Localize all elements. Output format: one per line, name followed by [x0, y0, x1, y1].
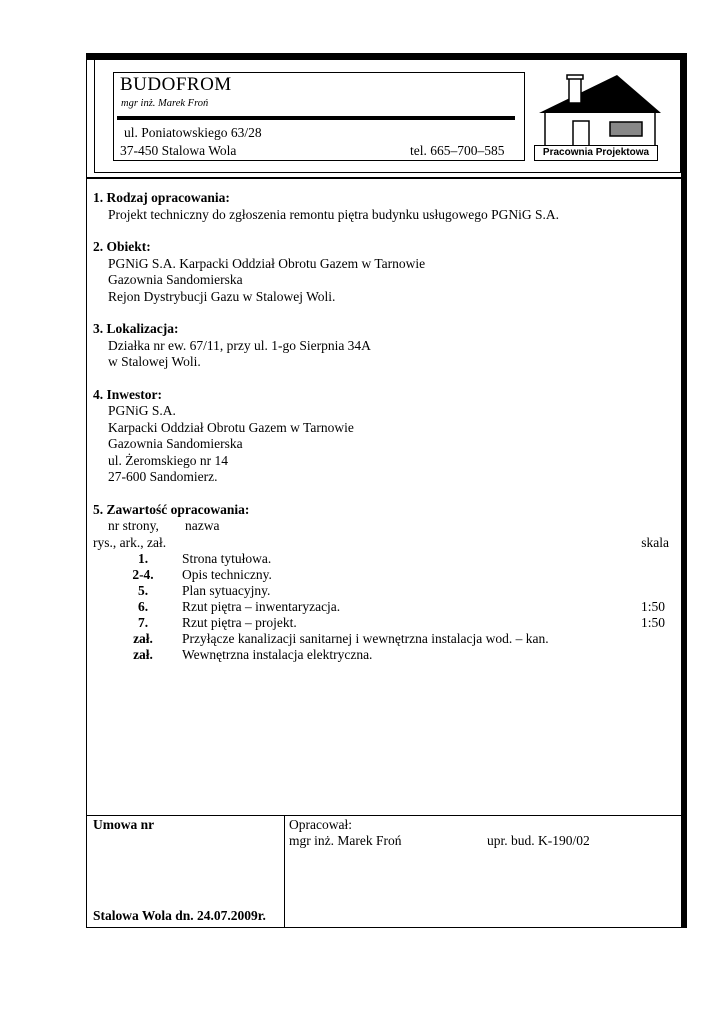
contents-row-name: Rzut piętra – projekt. [182, 615, 297, 630]
section-line: Projekt techniczny do zgłoszenia remontu piętra budynku usługowego PGNiG S.A. [108, 206, 560, 222]
contents-header-name: nazwa [185, 518, 220, 533]
contract-label: Umowa nr [93, 817, 155, 832]
contents-row [93, 631, 673, 647]
address-line-2: 37-450 Stalowa Wola [120, 143, 237, 158]
contents-row-number: 2-4. [132, 567, 154, 582]
header-divider [86, 177, 682, 179]
section-line: PGNiG S.A. Karpacki Oddział Obrotu Gazem w Tarnowie [108, 255, 426, 271]
phone-number: tel. 665–700–585 [410, 143, 505, 158]
section-title: 4. Inwestor: [93, 386, 162, 402]
section-title: 2. Obiekt: [93, 239, 151, 254]
section-type [93, 190, 673, 223]
contents-row-number: 1. [137, 551, 149, 566]
contents-header-type: rys., ark., zał. [93, 534, 167, 550]
section-line: Działka nr ew. 67/11, przy ul. 1-go Sierpnia 34A [108, 337, 371, 353]
prepared-label: Opracował: [289, 817, 352, 832]
contents-row-number: zał. [133, 631, 153, 646]
document-body [93, 190, 673, 663]
contents-header-scale: skala [641, 534, 669, 550]
section-title: 3. Lokalizacja: [93, 321, 179, 336]
address-line-1: ul. Poniatowskiego 63/28 [124, 125, 262, 140]
contents-header-row [93, 518, 673, 535]
contents-row [93, 551, 673, 567]
contents-row-scale: 1:50 [640, 615, 665, 630]
section-line: Gazownia Sandomierska [108, 272, 243, 287]
section-line: Karpacki Oddział Obrotu Gazem w Tarnowie [108, 419, 354, 435]
section-line: w Stalowej Woli. [108, 354, 201, 369]
section-line: Gazownia Sandomierska [108, 436, 243, 451]
section-line: PGNiG S.A. [108, 403, 176, 418]
contents-row [93, 567, 673, 583]
contents-row-number: 6. [137, 599, 149, 614]
section-line: Rejon Dystrybucji Gazu w Stalowej Woli. [108, 288, 336, 304]
section-contents [93, 502, 673, 664]
section-location [93, 321, 673, 371]
company-person: mgr inż. Marek Froń [121, 98, 209, 109]
contents-header-number: nr strony, [108, 518, 159, 533]
license-number: upr. bud. K-190/02 [487, 833, 590, 848]
contents-row [93, 615, 673, 631]
contents-row-name: Rzut piętra – inwentaryzacja. [182, 599, 341, 614]
contents-row-number: 7. [137, 615, 149, 630]
contents-row [93, 647, 673, 663]
place-date: Stalowa Wola dn. 24.07.2009r. [93, 908, 266, 923]
section-title: 5. Zawartość opracowania: [93, 501, 250, 517]
section-line: 27-600 Sandomierz. [108, 469, 218, 484]
logo-caption: Pracownia Projektowa [534, 145, 658, 161]
contents-row-name: Plan sytuacyjny. [182, 583, 271, 598]
contents-row-name: Opis techniczny. [182, 567, 272, 582]
contents-row-number: zał. [133, 647, 153, 662]
footer-divider [86, 815, 682, 816]
contents-row [93, 583, 673, 599]
footer-column-divider [284, 815, 285, 928]
author-name: mgr inż. Marek Froń [289, 833, 402, 848]
company-rule [117, 116, 515, 120]
contents-row-scale: 1:50 [640, 599, 665, 614]
section-investor [93, 387, 673, 486]
contents-row-name: Wewnętrzna instalacja elektryczna. [182, 647, 373, 662]
frame-shadow [681, 53, 687, 928]
contents-row-number: 5. [137, 583, 149, 598]
contents-row [93, 599, 673, 615]
section-title: 1. Rodzaj opracowania: [93, 190, 230, 205]
section-line: ul. Żeromskiego nr 14 [108, 452, 228, 468]
contents-row-name: Przyłącze kanalizacji sanitarnej i wewnętrzna instalacja wod. – kan. [182, 631, 549, 646]
section-object [93, 239, 673, 305]
contents-row-name: Strona tytułowa. [182, 551, 272, 566]
company-name: BUDOFROM [120, 74, 232, 95]
contents-header-row-2 [93, 535, 673, 552]
